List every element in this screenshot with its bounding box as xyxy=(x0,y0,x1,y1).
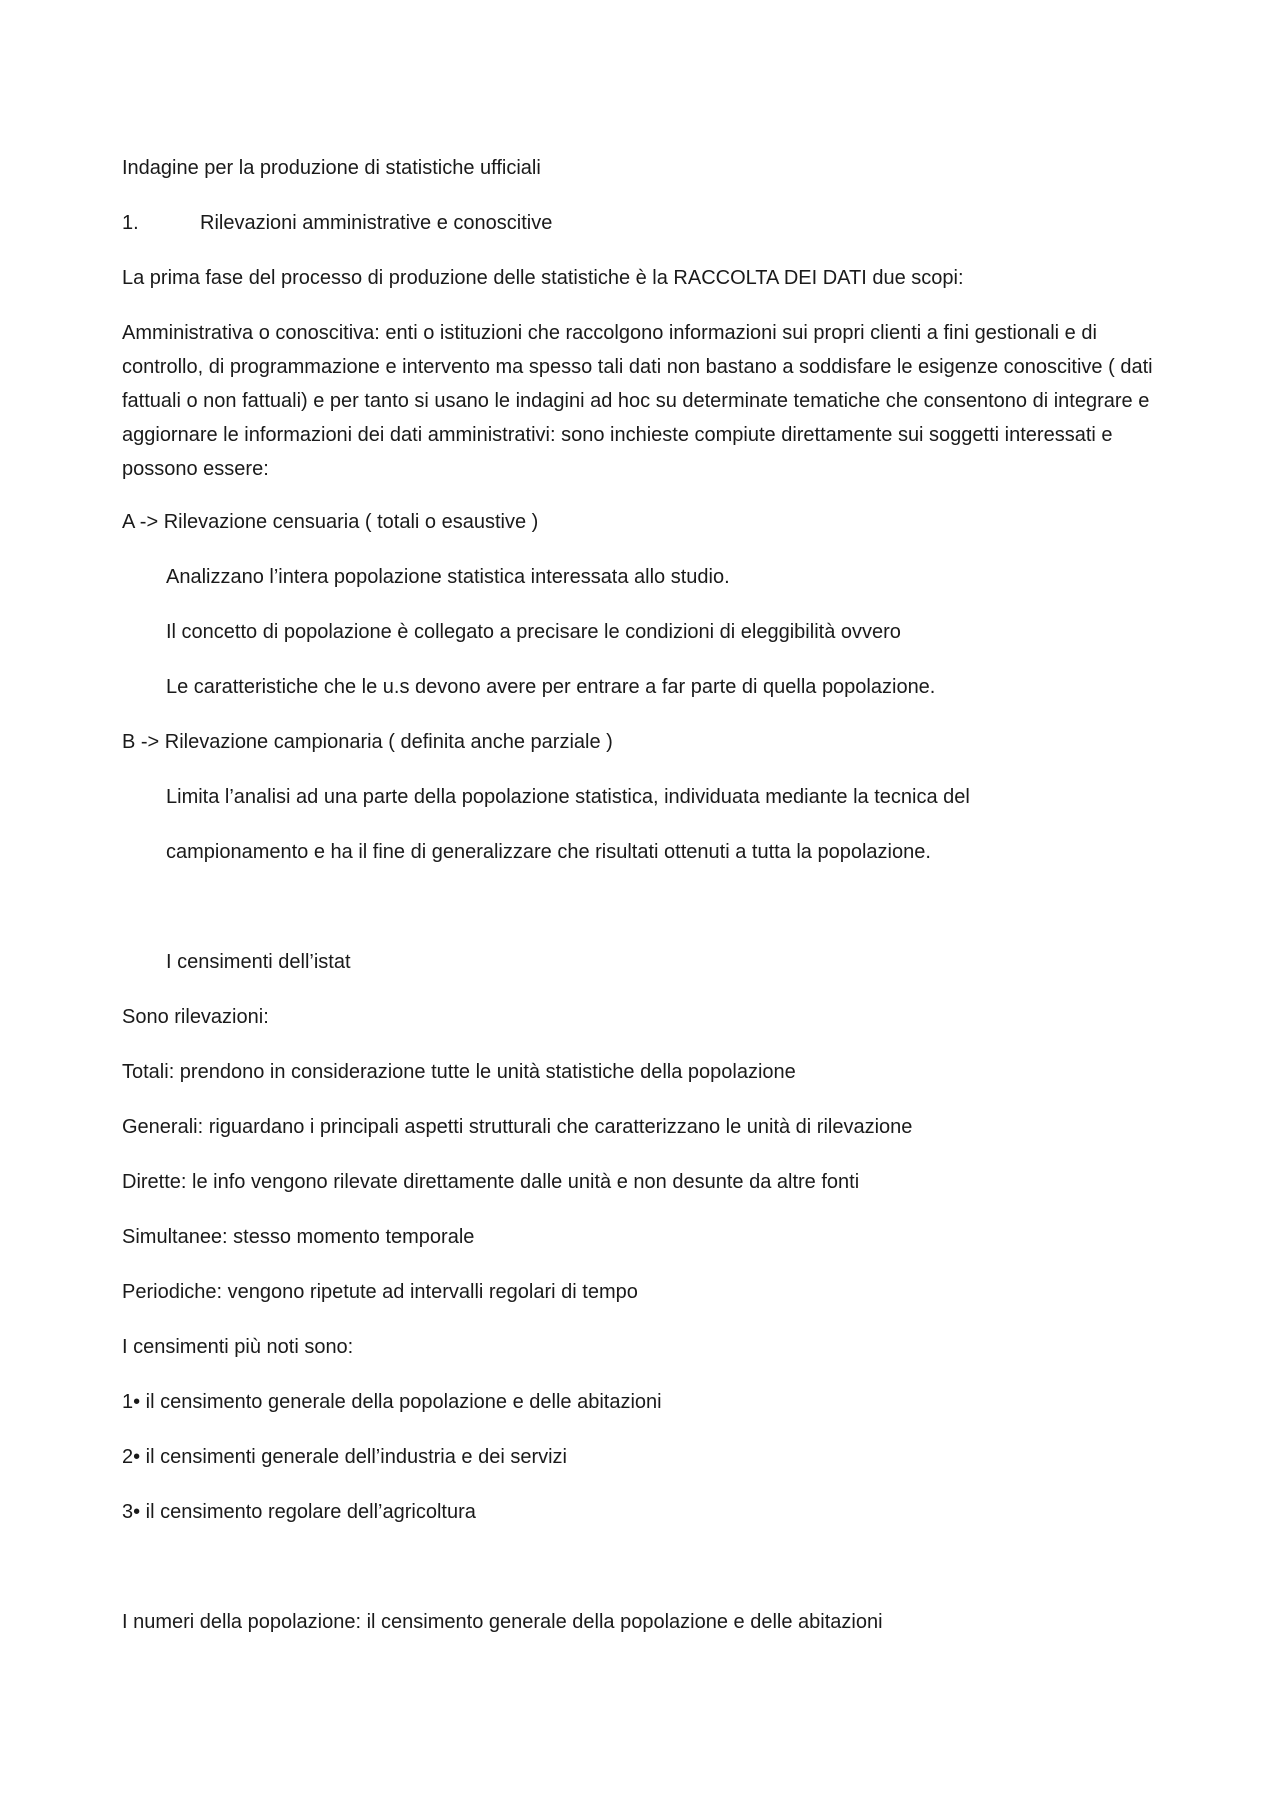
istat-intro: Sono rilevazioni: xyxy=(122,1006,269,1028)
section-number: 1. xyxy=(122,212,139,234)
admin-paragraph: Amministrativa o conoscitiva: enti o istituzioni che raccolgono informazioni sui propri clienti a fini gestionali e di controllo, di programmazione e intervento ma spesso tali dati non bastano a soddisfare le esigenze conoscitive ( dati fattuali o non fattuali) e per tanto si usano le indagini ad hoc su determinate tematiche che consentono di integrare e aggiornare le informazioni dei dati amministrativi: sono inchieste compiute direttamente sui soggetti interessati e possono essere: xyxy=(122,322,1153,480)
istat-generali: Generali: riguardano i principali aspetti strutturali che caratterizzano le unità di rilevazione xyxy=(122,1116,913,1138)
closing-line: I numeri della popolazione: il censimento generale della popolazione e delle abitazioni xyxy=(122,1611,883,1633)
istat-simultanee: Simultanee: stesso momento temporale xyxy=(122,1226,475,1248)
istat-dirette: Dirette: le info vengono rilevate direttamente dalle unità e non desunte da altre fonti xyxy=(122,1171,860,1193)
census-line-2: Il concetto di popolazione è collegato a precisare le condizioni di eleggibilità ovvero xyxy=(166,621,901,643)
list-item: 1• il censimento generale della popolazione e delle abitazioni xyxy=(122,1391,662,1413)
census-line-1: Analizzano l’intera popolazione statistica interessata allo studio. xyxy=(166,566,730,588)
istat-list-intro: I censimenti più noti sono: xyxy=(122,1336,354,1358)
istat-heading: I censimenti dell’istat xyxy=(166,951,351,973)
section-heading xyxy=(122,211,552,235)
intro-paragraph: La prima fase del processo di produzione delle statistiche è la RACCOLTA DEI DATI due scopi: xyxy=(122,267,964,289)
section-heading-text: Rilevazioni amministrative e conoscitive xyxy=(200,212,553,234)
census-heading: A -> Rilevazione censuaria ( totali o esaustive ) xyxy=(122,511,539,533)
istat-periodiche: Periodiche: vengono ripetute ad intervalli regolari di tempo xyxy=(122,1281,638,1303)
sample-heading: B -> Rilevazione campionaria ( definita anche parziale ) xyxy=(122,731,613,753)
sample-line-1: Limita l’analisi ad una parte della popolazione statistica, individuata mediante la tecnica del xyxy=(166,786,970,808)
sample-line-2: campionamento e ha il fine di generalizzare che risultati ottenuti a tutta la popolazione. xyxy=(166,841,931,863)
document-title: Indagine per la produzione di statistiche ufficiali xyxy=(122,157,541,179)
census-line-3: Le caratteristiche che le u.s devono avere per entrare a far parte di quella popolazione. xyxy=(166,676,936,698)
istat-totali: Totali: prendono in considerazione tutte le unità statistiche della popolazione xyxy=(122,1061,796,1083)
list-item: 3• il censimento regolare dell’agricoltura xyxy=(122,1501,476,1523)
list-item: 2• il censimenti generale dell’industria e dei servizi xyxy=(122,1446,567,1468)
